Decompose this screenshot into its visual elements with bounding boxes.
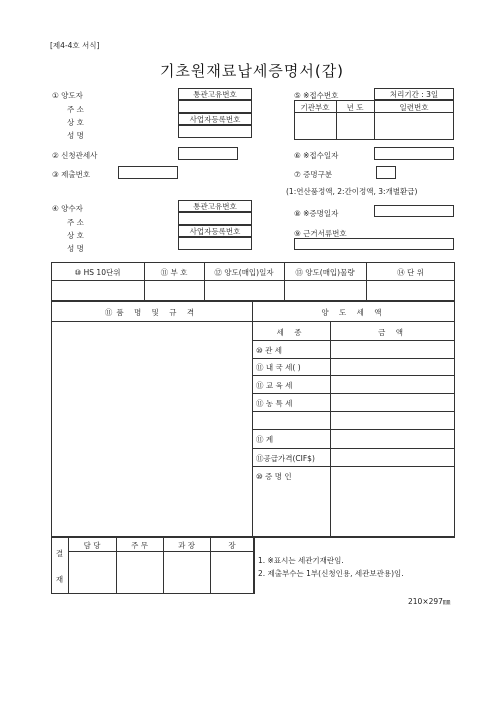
certification-date-label: ⑧ ※증명일자 <box>294 209 339 218</box>
receipt-number-label: ⑤ ※접수번호 <box>294 91 339 100</box>
approval-header-manager: 과 장 <box>178 541 195 550</box>
certificate-type-label: ⑦ 증명구분 <box>294 170 333 179</box>
approval-header-chief: 주 무 <box>131 541 148 550</box>
receipt-date-field[interactable] <box>374 147 454 160</box>
note-2: 2. 제출부수는 1부(신청인용, 세관보관용)임. <box>258 569 404 578</box>
evidence-doc-number-field[interactable] <box>294 238 454 250</box>
tax-section-header: 양 도 세 액 <box>321 308 386 317</box>
form-number: [제4-4호 서식] <box>50 41 100 50</box>
approval-sign-head[interactable] <box>211 552 253 593</box>
submission-number-label: ③ 제출번호 <box>52 170 91 179</box>
tax-row-certifier: ⑩ 증 명 인 <box>256 472 292 481</box>
certification-date-field[interactable] <box>374 205 454 217</box>
evidence-doc-number-label: ⑨ 근거서류번호 <box>294 229 347 238</box>
transferor-business-reg-label: 사업자등록번호 <box>189 115 241 124</box>
transferor-label: ① 양도자 <box>52 91 83 100</box>
transferor-address-label: 주 소 <box>67 105 84 114</box>
tax-row-total: ⑪ 계 <box>256 435 274 444</box>
item-header-transfer-quantity: ⑬ 양도(매입)물량 <box>295 268 355 277</box>
item-header-hs-code: ⑩ HS 10단위 <box>74 268 121 277</box>
applicant-customs-label: ② 신청관세사 <box>52 151 98 160</box>
processing-period: 처리기간 : 3일 <box>389 90 439 99</box>
transferor-name-label: 성 명 <box>67 131 84 140</box>
certificate-type-note: (1:연산품정액, 2:간이정액, 3:개별환급) <box>286 187 418 196</box>
submission-number-field[interactable] <box>118 166 178 179</box>
approval-sign-staff[interactable] <box>69 552 115 593</box>
item-header-transfer-date: ⑫ 양도(매입)일자 <box>214 268 274 277</box>
description-header: ⑪품 명 및 규 격 <box>104 308 199 317</box>
receipt-col-office: 기관부호 <box>300 103 330 112</box>
transferee-trade-name-label: 상 호 <box>67 231 84 240</box>
transferee-address-label: 주 소 <box>67 218 84 227</box>
certificate-type-field[interactable] <box>376 166 396 179</box>
receipt-col-serial: 일련번호 <box>399 103 429 112</box>
transferee-business-reg-field[interactable] <box>178 237 252 250</box>
receipt-date-label: ⑥ ※접수일자 <box>294 151 339 160</box>
approval-sign-chief[interactable] <box>117 552 162 593</box>
item-header-unit: ⑭ 단 위 <box>397 268 424 277</box>
approval-side-label-2: 재 <box>55 575 64 584</box>
transferor-customs-id-label: 통관고유번호 <box>193 90 237 99</box>
description-area[interactable] <box>53 322 250 535</box>
transferee-business-reg-label: 사업자등록번호 <box>189 227 241 236</box>
paper-size: 210×297㎜ <box>408 597 451 606</box>
tax-row-customs: ⑩ 관 세 <box>256 346 282 355</box>
approval-header-head: 장 <box>228 541 236 550</box>
approval-header-staff: 담 당 <box>83 541 101 550</box>
page-title: 기초원재료납세증명서(갑) <box>159 62 345 80</box>
transferee-label: ④ 양수자 <box>52 204 83 213</box>
tax-row-supply-price: ⑪공급가격(CIF$) <box>256 454 315 463</box>
tax-row-domestic: ⑪ 내 국 세( ) <box>256 363 301 372</box>
tax-col-type: 세 종 <box>276 328 306 337</box>
note-1: 1. ※표시는 세관기재란임. <box>258 556 344 565</box>
transferor-trade-name-label: 상 호 <box>67 118 84 127</box>
transferor-business-reg-field[interactable] <box>178 125 252 138</box>
item-header-code: ⑪ 부 호 <box>160 268 188 277</box>
transferee-customs-id-label: 통관고유번호 <box>193 202 237 211</box>
transferee-name-label: 성 명 <box>67 244 84 253</box>
tax-row-rural: ⑪ 농 특 세 <box>256 399 293 408</box>
tax-col-amount: 금 액 <box>378 328 407 337</box>
receipt-col-year: 년 도 <box>346 103 364 112</box>
applicant-customs-field[interactable] <box>178 147 238 160</box>
tax-row-education: ⑪ 교 육 세 <box>256 381 293 390</box>
transferor-customs-id-field[interactable] <box>178 100 252 113</box>
transferee-customs-id-field[interactable] <box>178 212 252 225</box>
item-row[interactable] <box>52 281 454 300</box>
approval-side-label-1: 결 <box>55 549 64 558</box>
approval-sign-manager[interactable] <box>164 552 209 593</box>
